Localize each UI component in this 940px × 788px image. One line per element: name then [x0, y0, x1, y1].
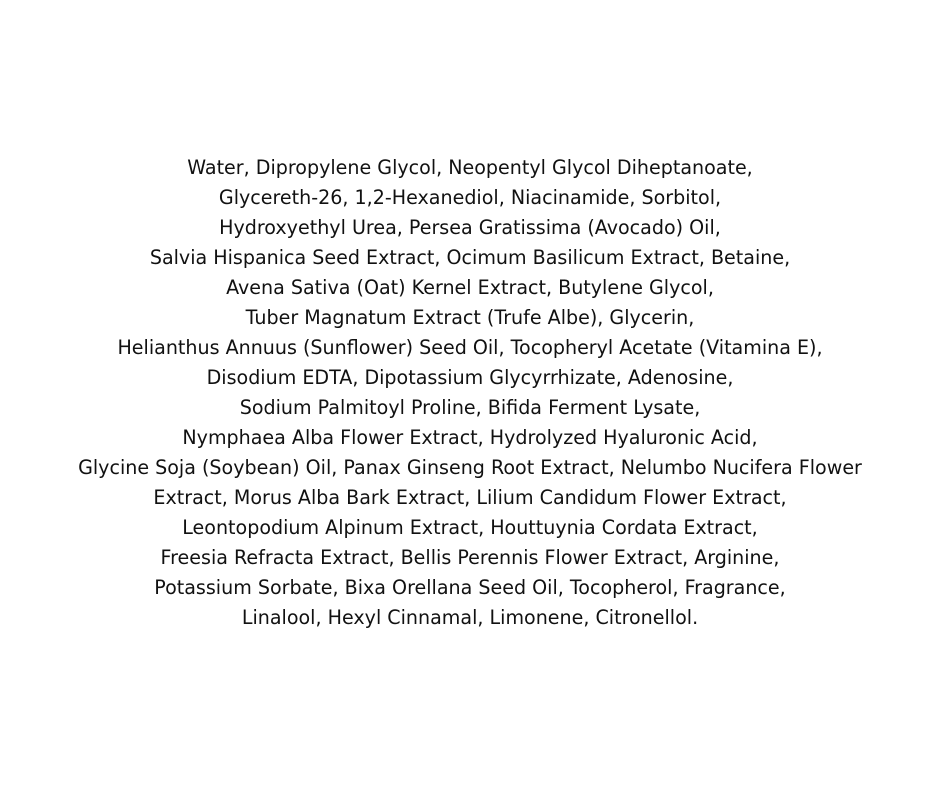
- ingredients-line: Potassium Sorbate, Bixa Orellana Seed Oil, Tocopherol, Fragrance,: [154, 577, 786, 599]
- ingredients-line: Nymphaea Alba Flower Extract, Hydrolyzed Hyaluronic Acid,: [182, 427, 758, 449]
- ingredients-line: Avena Sativa (Oat) Kernel Extract, Butylene Glycol,: [226, 277, 714, 299]
- ingredients-line: Linalool, Hexyl Cinnamal, Limonene, Citronellol.: [241, 607, 699, 629]
- ingredients-line: Leontopodium Alpinum Extract, Houttuynia Cordata Extract,: [182, 517, 758, 539]
- ingredients-line: Tuber Magnatum Extract (Trufe Albe), Glycerin,: [245, 307, 695, 329]
- ingredients-line: Glycereth-26, 1,2-Hexanediol, Niacinamide, Sorbitol,: [218, 187, 722, 209]
- ingredients-line: Freesia Refracta Extract, Bellis Perennis Flower Extract, Arginine,: [160, 547, 780, 569]
- ingredients-line: Hydroxyethyl Urea, Persea Gratissima (Avocado) Oil,: [219, 217, 721, 239]
- ingredients-line: Extract, Morus Alba Bark Extract, Lilium Candidum Flower Extract,: [153, 487, 787, 509]
- ingredients-line: Sodium Palmitoyl Proline, Bifida Ferment Lysate,: [239, 397, 701, 419]
- ingredients-line: Disodium EDTA, Dipotassium Glycyrrhizate, Adenosine,: [206, 367, 734, 389]
- ingredients-line: Glycine Soja (Soybean) Oil, Panax Ginseng Root Extract, Nelumbo Nucifera Flower: [78, 457, 862, 479]
- ingredients-line: Salvia Hispanica Seed Extract, Ocimum Basilicum Extract, Betaine,: [149, 247, 791, 269]
- ingredients-line: Helianthus Annuus (Sunflower) Seed Oil, Tocopheryl Acetate (Vitamina E),: [117, 337, 823, 359]
- ingredients-line: Water, Dipropylene Glycol, Neopentyl Glycol Diheptanoate,: [187, 157, 753, 179]
- ingredients-list: [0, 153, 940, 633]
